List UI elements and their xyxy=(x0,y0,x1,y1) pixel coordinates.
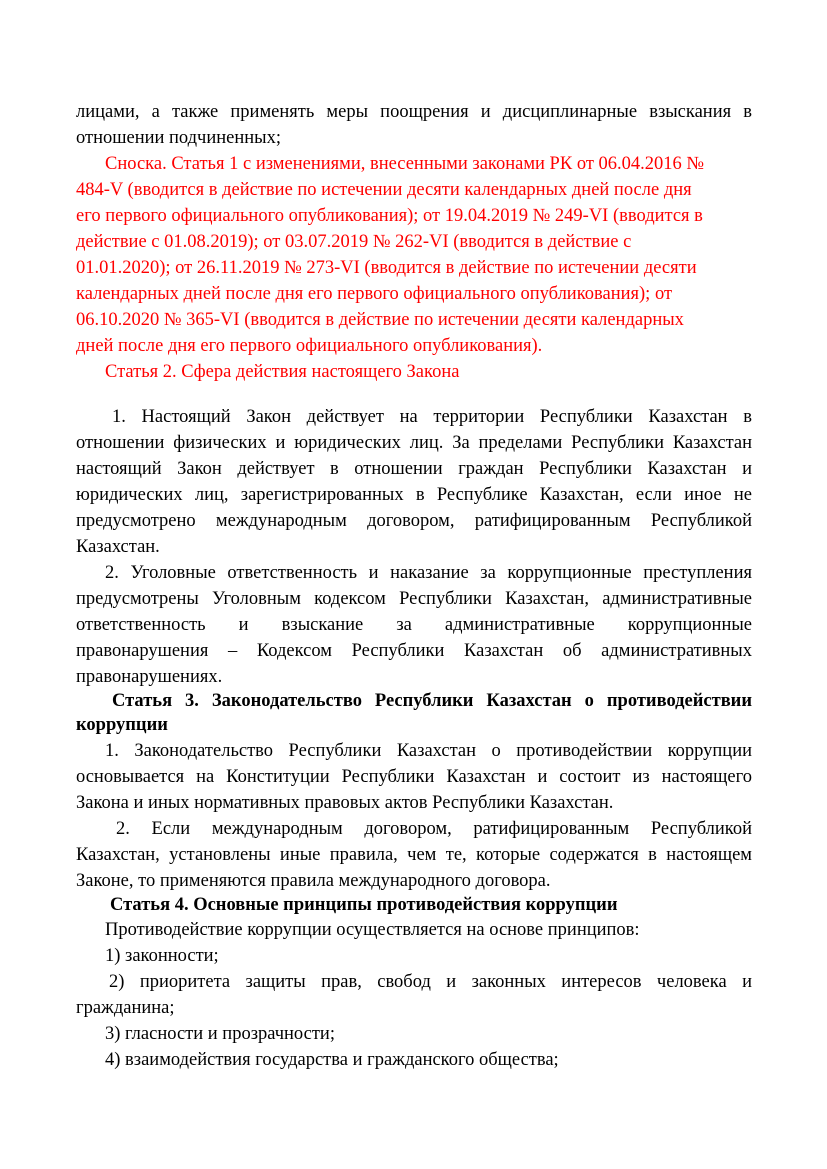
footnote-line: 06.10.2020 № 365-VI (вводится в действие по истечении десяти календарных xyxy=(76,310,684,330)
text-line: Противодействие коррупции осуществляется на основе принципов: xyxy=(105,920,640,940)
footnote-line: 01.01.2020); от 26.11.2019 № 273-VI (вводится в действие по истечении десяти xyxy=(76,258,697,278)
article-heading-line: Статья 3. Законодательство Республики Казахстан о противодействии xyxy=(112,691,752,711)
text-line: ответственность и взыскание за административные коррупционные xyxy=(76,615,752,635)
text-line: Казахстан, установлены иные правила, чем те, которые содержатся в настоящем xyxy=(76,845,752,865)
footnote-line: Сноска. Статья 1 с изменениями, внесенными законами РК от 06.04.2016 № xyxy=(105,154,705,174)
text-line: 2. Уголовные ответственность и наказание за коррупционные преступления xyxy=(105,563,752,583)
text-line: Закона и иных нормативных правовых актов Республики Казахстан. xyxy=(76,793,614,813)
article-heading-line: коррупции xyxy=(76,715,168,735)
text-line: правонарушениях. xyxy=(76,667,223,687)
text-line: Казахстан. xyxy=(76,537,160,557)
text-line: правонарушения – Кодексом Республики Казахстан об административных xyxy=(76,641,752,661)
footnote-line: 484-V (вводится в действие по истечении десяти календарных дней после дня xyxy=(76,180,692,200)
text-line: 3) гласности и прозрачности; xyxy=(105,1024,335,1044)
text-line: лицами, а также применять меры поощрения и дисциплинарные взыскания в xyxy=(76,102,752,122)
text-line: предусмотрены Уголовным кодексом Республики Казахстан, административные xyxy=(76,589,752,609)
text-line: предусмотрено международным договором, ратифицированным Республикой xyxy=(76,511,752,531)
text-line: 4) взаимодействия государства и гражданского общества; xyxy=(105,1050,559,1070)
text-line: гражданина; xyxy=(76,998,175,1018)
article-heading-line: Статья 4. Основные принципы противодействия коррупции xyxy=(110,895,618,915)
footnote-line: Статья 2. Сфера действия настоящего Закона xyxy=(105,362,460,382)
text-line: основывается на Конституции Республики Казахстан и состоит из настоящего xyxy=(76,767,752,787)
footnote-line: его первого официального опубликования); от 19.04.2019 № 249-VI (вводится в xyxy=(76,206,703,226)
footnote-line: действие с 01.08.2019); от 03.07.2019 № 262-VI (вводится в действие с xyxy=(76,232,632,252)
text-line: 1. Настоящий Закон действует на территории Республики Казахстан в xyxy=(112,407,752,427)
text-line: 2. Если международным договором, ратифицированным Республикой xyxy=(116,819,752,839)
text-line: Законе, то применяются правила международного договора. xyxy=(76,871,551,891)
text-line: 2) приоритета защиты прав, свобод и законных интересов человека и xyxy=(109,972,752,992)
footnote-line: календарных дней после дня его первого официального опубликования); от xyxy=(76,284,673,304)
text-line: отношении физических и юридических лиц. За пределами Республики Казахстан xyxy=(76,433,752,453)
footnote-line: дней после дня его первого официального опубликования). xyxy=(76,336,543,356)
text-line: юридических лиц, зарегистрированных в Республике Казахстан, если иное не xyxy=(76,485,752,505)
text-line: настоящий Закон действует в отношении граждан Республики Казахстан и xyxy=(76,459,752,479)
text-line: отношении подчиненных; xyxy=(76,128,281,148)
text-line: 1. Законодательство Республики Казахстан о противодействии коррупции xyxy=(105,741,752,761)
text-line: 1) законности; xyxy=(105,946,219,966)
